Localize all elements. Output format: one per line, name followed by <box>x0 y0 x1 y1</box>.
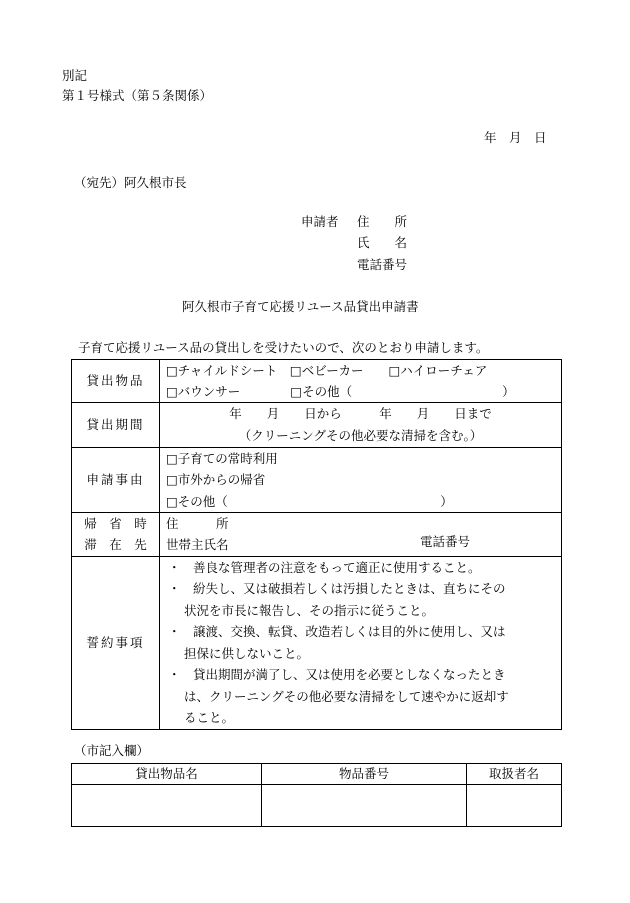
applicant-label: 申請者 <box>301 214 339 229</box>
column-header: 取扱者名 <box>467 764 562 785</box>
form-title: 阿久根市子育て応援リユース品貸出申請書 <box>182 299 419 314</box>
pledge-row <box>72 556 562 729</box>
annex-label: 別記 <box>62 68 88 83</box>
items-line-2[interactable]: □バウンサー □その他（ ） <box>166 384 515 399</box>
office-use-entry-row <box>72 785 562 827</box>
reason-row <box>72 448 562 513</box>
intro-text: 子育て応援リユース品の貸出しを受けたいので、次のとおり申請します。 <box>78 340 489 355</box>
period-line-1[interactable]: 年 月 日から 年 月 日まで <box>229 406 492 421</box>
pledge-line: 状況を市長に報告し、その指示に従うこと。 <box>184 602 435 618</box>
pledge-line: は、クリーニングその他必要な清掃をして速やかに返却す <box>184 688 509 704</box>
office-use-header <box>72 764 562 785</box>
stay-field[interactable] <box>160 512 562 556</box>
stay-head-label[interactable]: 世帯主氏名 <box>166 537 229 553</box>
period-row <box>72 403 562 448</box>
pledge-text <box>160 556 562 729</box>
applicant-address-label: 住 所 <box>357 214 408 229</box>
handler-name-cell[interactable] <box>467 785 562 827</box>
reason-option-2[interactable]: □市外からの帰省 <box>166 472 266 488</box>
form-number: 第１号様式（第５条関係） <box>62 88 213 103</box>
application-table <box>71 359 562 730</box>
reason-label: 申請事由 <box>72 448 160 513</box>
item-number-cell[interactable] <box>262 785 467 827</box>
pledge-line: ・ 紛失し、又は破損若しくは汚損したときは、直ちにその <box>168 581 506 597</box>
stay-label-2: 滞 在 先 <box>84 537 147 553</box>
items-line-1[interactable]: □チャイルドシート □ベビーカー □ハイローチェア <box>166 363 488 378</box>
pledge-line: ・ 善良な管理者の注意をもって適正に使用すること。 <box>168 559 481 575</box>
stay-label-1: 帰 省 時 <box>84 515 147 531</box>
addressee: （宛先）阿久根市長 <box>74 175 187 190</box>
date-field: 年 月 日 <box>484 130 547 145</box>
reason-option-3[interactable]: □その他（ ） <box>166 493 453 509</box>
column-header: 貸出物品名 <box>72 764 262 785</box>
stay-address-label[interactable]: 住 所 <box>166 515 229 531</box>
stay-row <box>72 512 562 556</box>
column-header: 物品番号 <box>262 764 467 785</box>
pledge-line: ること。 <box>184 710 235 726</box>
office-use-table <box>71 763 562 827</box>
period-label: 貸出期間 <box>72 403 160 448</box>
applicant-name-label: 氏 名 <box>357 235 408 250</box>
pledge-label: 誓約事項 <box>72 556 160 729</box>
stay-phone-label[interactable]: 電話番号 <box>420 533 471 549</box>
pledge-line: 担保に供しないこと。 <box>184 645 310 661</box>
period-line-2: （クリーニングその他必要な清掃を含む。） <box>238 428 483 443</box>
applicant-phone-label: 電話番号 <box>357 257 408 272</box>
stay-label <box>72 512 160 556</box>
period-field[interactable] <box>160 403 562 448</box>
office-use-label: （市記入欄） <box>74 743 150 758</box>
items-row <box>72 360 562 403</box>
items-label: 貸出物品 <box>72 360 160 403</box>
pledge-line: ・ 譲渡、交換、転貸、改造若しくは目的外に使用し、又は <box>168 624 506 640</box>
pledge-line: ・ 貸出期間が満了し、又は使用を必要としなくなったとき <box>168 667 506 683</box>
items-options[interactable] <box>160 360 562 403</box>
reason-options[interactable] <box>160 448 562 513</box>
item-name-cell[interactable] <box>72 785 262 827</box>
reason-option-1[interactable]: □子育ての常時利用 <box>166 451 278 466</box>
